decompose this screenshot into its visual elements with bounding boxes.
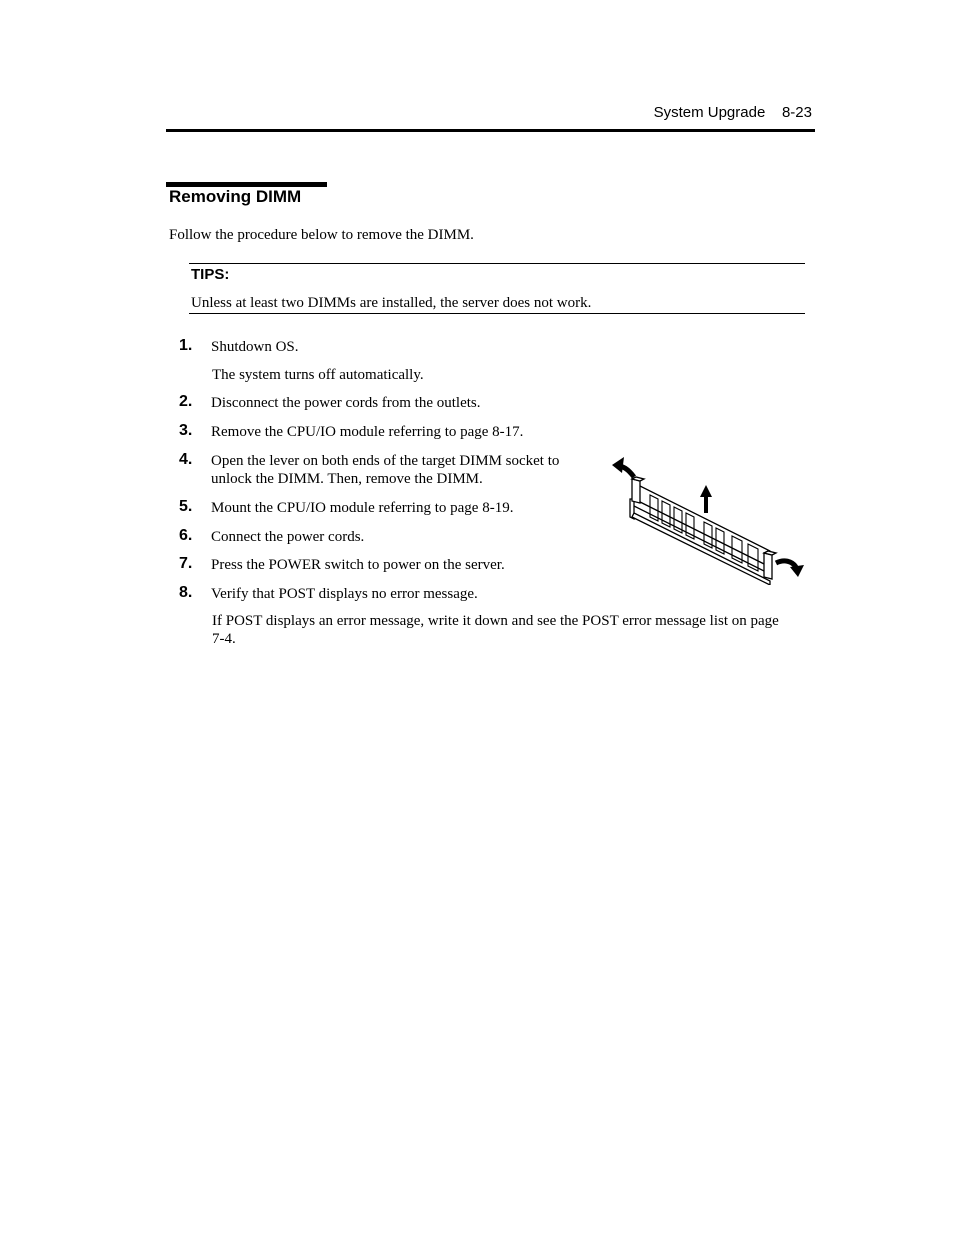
step-4-number: 4. (179, 451, 193, 468)
tips-bottom-rule (189, 313, 805, 314)
right-lever (764, 551, 776, 579)
header-section: System Upgrade (653, 104, 766, 121)
left-open-arrow-icon (612, 457, 634, 477)
running-header (654, 104, 812, 121)
step-1-text: Shutdown OS. (211, 339, 299, 355)
header-page-number: 8-23 (781, 104, 812, 121)
step-8-text: Verify that POST displays no error message. (211, 586, 478, 602)
tips-text: Unless at least two DIMMs are installed, the server does not work. (191, 295, 592, 311)
header-rule (166, 129, 815, 132)
dimm-module (630, 483, 770, 585)
step-7-text: Press the POWER switch to power on the server. (211, 557, 505, 573)
step-4-text-line-2: unlock the DIMM. Then, remove the DIMM. (211, 471, 483, 487)
step-5-number: 5. (179, 498, 193, 515)
step-1-note: The system turns off automatically. (212, 367, 424, 383)
step-3-number: 3. (179, 422, 193, 439)
step-6-number: 6. (179, 527, 193, 544)
section-title: Removing DIMM (169, 187, 302, 206)
intro-paragraph: Follow the procedure below to remove the DIMM. (169, 227, 474, 243)
step-5-text: Mount the CPU/IO module referring to page 8-19. (211, 500, 514, 516)
tips-top-rule (189, 263, 805, 264)
step-4-text: Open the lever on both ends of the target DIMM socket to (211, 453, 560, 469)
dimm-removal-illustration (610, 455, 808, 585)
step-3-text: Remove the CPU/IO module referring to page 8-17. (211, 424, 524, 440)
tips-label: TIPS: (191, 266, 230, 283)
step-8-note-line-2: 7-4. (212, 631, 236, 647)
step-7-number: 7. (179, 555, 193, 572)
right-open-arrow-icon (776, 561, 804, 577)
step-8-note: If POST displays an error message, write it down and see the POST error message list on page (212, 613, 779, 629)
step-2-number: 2. (179, 393, 193, 410)
step-8-number: 8. (179, 584, 193, 601)
lift-up-arrow-icon (700, 485, 712, 513)
step-2-text: Disconnect the power cords from the outlets. (211, 395, 481, 411)
step-6-text: Connect the power cords. (211, 529, 365, 545)
step-1-number: 1. (179, 337, 193, 354)
